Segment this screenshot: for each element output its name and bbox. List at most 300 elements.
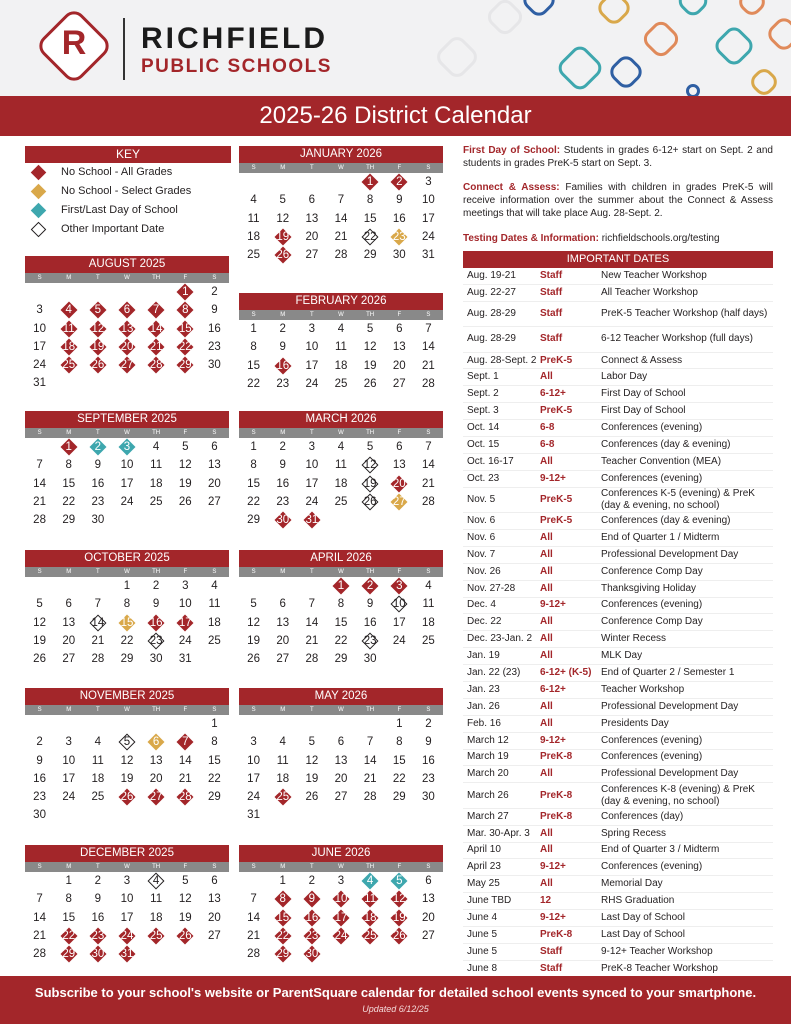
weekday-label: S: [37, 569, 42, 575]
day-cell: [142, 770, 171, 788]
day-cell: [385, 890, 414, 908]
day-number: 26: [363, 495, 377, 508]
day-number: 26: [120, 791, 134, 804]
event-cell: Conferences (evening): [601, 734, 703, 746]
empty-cell: [142, 806, 171, 824]
weekday-label: TH: [366, 864, 375, 870]
week-row: [25, 650, 229, 668]
weekday-header: [25, 862, 229, 872]
audience-cell: 9-12+: [540, 472, 566, 484]
empty-cell: [54, 806, 83, 824]
week-row: [239, 338, 443, 356]
day-number: 8: [65, 893, 72, 906]
day-cell: [200, 456, 229, 474]
day-number: 9: [396, 194, 403, 207]
day-number: 11: [150, 893, 163, 906]
day-number: 27: [208, 495, 221, 508]
footer: [0, 976, 791, 1024]
date-cell: May 25: [467, 878, 500, 890]
event-cell: Labor Day: [601, 371, 648, 383]
day-cell: [83, 595, 112, 613]
weekday-label: M: [280, 165, 286, 171]
day-number: 20: [208, 477, 221, 490]
day-cell: [297, 945, 326, 963]
day-cell: [25, 632, 54, 650]
weekday-label: F: [397, 707, 402, 713]
day-number: 1: [337, 580, 345, 592]
day-cell: [171, 632, 200, 650]
day-number: 13: [334, 754, 348, 767]
day-cell: [200, 283, 229, 301]
day-number: 26: [392, 929, 406, 942]
audience-cell: All: [540, 455, 553, 467]
week-row: [239, 945, 443, 963]
day-cell: [25, 614, 54, 632]
day-number: 5: [182, 441, 189, 453]
day-number: 20: [208, 911, 221, 924]
day-number: 28: [91, 653, 105, 666]
audience-cell: 6-8: [540, 422, 555, 434]
day-cell: [54, 650, 83, 668]
day-number: 18: [247, 230, 260, 243]
month-title: NOVEMBER 2025: [25, 688, 229, 705]
date-cell: Aug. 28-29: [467, 307, 516, 319]
day-number: 16: [276, 477, 290, 490]
info-text: Families with children in grades PreK-5 will receive information over the summer about the Connect & Assess meetings that will take place Aug. 28-Sept. 2.: [463, 182, 773, 219]
day-cell: [268, 752, 297, 770]
important-date-row: [463, 369, 773, 386]
brand-subtitle: PUBLIC SCHOOLS: [141, 56, 332, 77]
weekday-header: [239, 705, 443, 715]
day-number: 13: [392, 341, 406, 354]
day-cell: [112, 733, 141, 751]
day-cell: [200, 577, 229, 595]
empty-cell: [414, 511, 443, 529]
decor-shape: [711, 23, 756, 68]
day-number: 22: [334, 634, 348, 647]
open-diamond-icon: [31, 222, 47, 238]
weekday-label: F: [183, 430, 188, 436]
day-cell: [356, 909, 385, 927]
day-cell: [268, 246, 297, 264]
day-number: 24: [334, 929, 348, 942]
weekday-label: M: [66, 430, 72, 436]
day-number: 20: [149, 772, 163, 785]
day-number: 29: [208, 791, 221, 804]
day-number: 6: [123, 304, 131, 317]
day-number: 8: [211, 736, 218, 749]
day-number: 4: [279, 736, 286, 749]
decor-shape: [606, 52, 646, 92]
day-cell: [112, 301, 141, 319]
day-number: 12: [363, 341, 377, 354]
day-cell: [112, 320, 141, 338]
audience-cell: PreK-5: [540, 354, 573, 366]
day-number: 27: [392, 377, 406, 390]
day-cell: [268, 927, 297, 945]
week-row: [25, 890, 229, 908]
day-number: 21: [33, 929, 46, 942]
day-number: 8: [396, 736, 403, 749]
audience-cell: 6-8: [540, 438, 555, 450]
weekday-label: TH: [366, 165, 375, 171]
day-cell: [239, 210, 268, 228]
week-row: [25, 493, 229, 511]
weekday-label: S: [212, 707, 217, 713]
event-cell: Conferences (day & evening): [601, 438, 731, 450]
weekday-label: T: [96, 864, 100, 870]
day-number: 23: [33, 791, 46, 804]
day-number: 18: [208, 616, 221, 629]
key-items: [25, 163, 231, 239]
week-row: [25, 909, 229, 927]
empty-cell: [25, 577, 54, 595]
day-number: 7: [308, 598, 316, 611]
week-row: [239, 320, 443, 338]
day-cell: [200, 614, 229, 632]
date-cell: June TBD: [467, 895, 512, 907]
weekday-label: W: [338, 312, 344, 318]
month-calendar: [25, 411, 229, 529]
week-row: [25, 456, 229, 474]
empty-cell: [142, 715, 171, 733]
day-cell: [326, 475, 355, 493]
day-number: 12: [33, 616, 46, 629]
event-cell: Conference Comp Day: [601, 616, 703, 628]
audience-cell: PreK-5: [540, 405, 573, 417]
day-cell: [414, 752, 443, 770]
day-number: 6: [337, 736, 345, 749]
day-number: 1: [279, 875, 286, 887]
audience-cell: PreK-5: [540, 493, 573, 505]
day-number: 14: [247, 911, 260, 924]
day-number: 23: [392, 230, 406, 243]
day-cell: [297, 357, 326, 375]
weekday-label: W: [124, 707, 130, 713]
date-cell: June 8: [467, 962, 498, 974]
day-cell: [414, 890, 443, 908]
day-number: 8: [279, 893, 286, 906]
week-row: [25, 788, 229, 806]
day-cell: [268, 733, 297, 751]
day-number: 16: [91, 911, 105, 924]
day-number: 12: [178, 459, 192, 472]
week-row: [239, 650, 443, 668]
day-cell: [239, 357, 268, 375]
weekday-label: TH: [152, 864, 161, 870]
week-row: [25, 374, 229, 392]
day-number: 14: [305, 616, 319, 629]
day-number: 30: [392, 249, 406, 262]
day-cell: [142, 890, 171, 908]
important-date-row: [463, 285, 773, 302]
day-cell: [25, 595, 54, 613]
empty-cell: [25, 715, 54, 733]
day-number: 20: [62, 634, 76, 647]
footer-updated: Updated 6/12/25: [362, 1004, 429, 1014]
day-cell: [268, 438, 297, 456]
day-number: 7: [94, 598, 102, 611]
day-cell: [239, 890, 268, 908]
day-number: 12: [392, 893, 406, 906]
week-row: [25, 927, 229, 945]
day-cell: [25, 320, 54, 338]
day-cell: [25, 733, 54, 751]
day-number: 18: [334, 359, 348, 372]
day-cell: [326, 246, 355, 264]
day-cell: [297, 475, 326, 493]
day-number: 4: [65, 304, 72, 317]
day-cell: [414, 438, 443, 456]
event-cell: Last Day of School: [601, 912, 685, 923]
day-number: 14: [149, 322, 163, 335]
week-row: [239, 475, 443, 493]
day-cell: [171, 456, 200, 474]
day-number: 29: [392, 791, 406, 804]
day-cell: [239, 788, 268, 806]
day-number: 1: [396, 718, 403, 730]
day-cell: [297, 320, 326, 338]
important-date-row: [463, 876, 773, 893]
empty-cell: [385, 511, 414, 529]
day-number: 25: [334, 377, 348, 390]
day-number: 27: [62, 653, 76, 666]
weekday-label: S: [37, 707, 42, 713]
day-number: 18: [62, 340, 76, 353]
empty-cell: [239, 577, 268, 595]
event-cell: Conference Comp Day: [601, 565, 703, 577]
day-cell: [297, 228, 326, 246]
day-cell: [326, 577, 355, 595]
important-date-row: [463, 750, 773, 767]
day-cell: [326, 872, 355, 890]
day-cell: [112, 909, 141, 927]
date-cell: Aug. 28-Sept. 2: [467, 354, 537, 366]
day-cell: [385, 788, 414, 806]
week-row: [239, 770, 443, 788]
day-number: 29: [363, 249, 377, 262]
week-row: [239, 493, 443, 511]
date-cell: Nov. 6: [467, 531, 496, 543]
weekday-label: S: [212, 569, 217, 575]
day-cell: [112, 614, 141, 632]
day-cell: [297, 733, 326, 751]
empty-cell: [326, 173, 355, 191]
day-cell: [83, 301, 112, 319]
day-number: 10: [422, 194, 435, 207]
weekday-label: M: [280, 569, 286, 575]
week-row: [25, 752, 229, 770]
day-cell: [54, 752, 83, 770]
day-cell: [414, 338, 443, 356]
day-cell: [171, 438, 200, 456]
day-cell: [297, 927, 326, 945]
day-cell: [25, 356, 54, 374]
day-cell: [239, 338, 268, 356]
teal-diamond-icon: [31, 203, 47, 219]
day-cell: [171, 927, 200, 945]
day-number: 30: [91, 948, 105, 961]
day-cell: [356, 475, 385, 493]
day-number: 16: [208, 322, 221, 335]
red-diamond-icon: [31, 165, 47, 181]
day-number: 13: [62, 616, 76, 629]
key-item: [25, 220, 231, 239]
day-cell: [326, 752, 355, 770]
day-cell: [385, 614, 414, 632]
month-calendar: [25, 688, 229, 825]
day-cell: [25, 301, 54, 319]
important-date-row: [463, 598, 773, 615]
empty-cell: [297, 806, 326, 824]
day-cell: [385, 438, 414, 456]
day-cell: [142, 909, 171, 927]
weekday-label: M: [66, 707, 72, 713]
day-cell: [414, 357, 443, 375]
day-cell: [385, 733, 414, 751]
testing-link[interactable]: richfieldschools.org/testing: [601, 233, 720, 244]
event-cell: Spring Recess: [601, 827, 667, 839]
day-number: 11: [208, 598, 221, 611]
key-item-label: No School - Select Grades: [61, 185, 192, 197]
day-number: 26: [276, 249, 290, 262]
date-cell: June 4: [467, 912, 498, 923]
day-cell: [414, 872, 443, 890]
date-cell: Mar. 30-Apr. 3: [467, 827, 530, 839]
day-cell: [268, 191, 297, 209]
day-number: 25: [422, 634, 435, 647]
weekday-label: TH: [152, 275, 161, 281]
empty-cell: [200, 650, 229, 668]
day-number: 24: [392, 634, 406, 647]
day-number: 8: [65, 459, 72, 472]
day-number: 13: [422, 893, 435, 906]
day-number: 3: [36, 304, 43, 317]
empty-cell: [239, 872, 268, 890]
day-cell: [54, 320, 83, 338]
day-number: 1: [65, 875, 72, 887]
audience-cell: 9-12+: [540, 734, 566, 746]
weekday-label: S: [426, 430, 431, 436]
day-number: 3: [123, 441, 131, 453]
day-cell: [297, 191, 326, 209]
day-number: 4: [152, 875, 160, 887]
day-cell: [356, 493, 385, 511]
empty-cell: [414, 806, 443, 824]
day-number: 15: [363, 212, 377, 225]
day-number: 30: [208, 359, 221, 372]
day-number: 9: [279, 341, 286, 354]
day-cell: [326, 210, 355, 228]
day-number: 17: [305, 477, 319, 490]
important-date-row: [463, 614, 773, 631]
date-cell: Feb. 16: [467, 717, 501, 729]
empty-cell: [83, 283, 112, 301]
weekday-header: [239, 428, 443, 438]
weekday-header: [25, 428, 229, 438]
day-number: 11: [422, 598, 435, 611]
day-cell: [268, 890, 297, 908]
date-cell: Dec. 23-Jan. 2: [467, 633, 533, 645]
day-number: 6: [279, 598, 286, 611]
day-cell: [268, 632, 297, 650]
day-cell: [54, 632, 83, 650]
day-cell: [356, 320, 385, 338]
weekday-label: S: [251, 569, 256, 575]
day-cell: [83, 475, 112, 493]
day-number: 31: [178, 653, 192, 666]
day-number: 4: [250, 194, 257, 207]
weekday-label: S: [251, 864, 256, 870]
empty-cell: [200, 511, 229, 529]
day-number: 10: [334, 893, 348, 906]
day-number: 18: [334, 477, 348, 490]
day-number: 29: [334, 653, 348, 666]
day-number: 23: [91, 929, 105, 942]
day-cell: [385, 191, 414, 209]
day-number: 1: [250, 323, 257, 335]
day-number: 9: [308, 893, 316, 906]
day-cell: [239, 770, 268, 788]
day-number: 12: [363, 459, 377, 472]
day-number: 21: [247, 929, 260, 942]
day-cell: [83, 356, 112, 374]
day-number: 5: [250, 598, 257, 611]
day-cell: [25, 806, 54, 824]
week-row: [239, 246, 443, 264]
weekday-label: S: [37, 864, 42, 870]
day-cell: [356, 927, 385, 945]
important-date-row: [463, 859, 773, 876]
month-title: JANUARY 2026: [239, 146, 443, 163]
day-number: 6: [211, 875, 218, 887]
day-number: 11: [335, 341, 347, 354]
day-number: 11: [62, 322, 75, 335]
day-number: 30: [91, 514, 105, 527]
weekday-label: F: [183, 569, 188, 575]
day-number: 15: [178, 322, 192, 335]
day-number: 25: [276, 791, 290, 804]
weekday-label: F: [183, 275, 188, 281]
day-number: 11: [335, 459, 347, 472]
day-cell: [385, 927, 414, 945]
day-number: 8: [250, 341, 257, 354]
day-cell: [25, 511, 54, 529]
day-cell: [356, 246, 385, 264]
day-cell: [414, 246, 443, 264]
empty-cell: [268, 577, 297, 595]
day-number: 2: [279, 441, 286, 453]
event-cell: First Day of School: [601, 388, 686, 400]
month-calendar: [25, 256, 229, 393]
weekday-label: W: [338, 864, 344, 870]
date-cell: March 27: [467, 810, 509, 822]
day-cell: [83, 872, 112, 890]
date-cell: April 23: [467, 861, 501, 873]
day-cell: [239, 246, 268, 264]
week-row: [239, 173, 443, 191]
day-number: 25: [363, 929, 377, 942]
day-number: 10: [120, 459, 134, 472]
date-cell: Jan. 19: [467, 650, 500, 662]
day-number: 7: [250, 893, 257, 906]
day-cell: [200, 715, 229, 733]
audience-cell: All: [540, 582, 553, 594]
empty-cell: [414, 650, 443, 668]
week-row: [239, 788, 443, 806]
day-number: 26: [305, 791, 319, 804]
day-number: 15: [247, 477, 260, 490]
